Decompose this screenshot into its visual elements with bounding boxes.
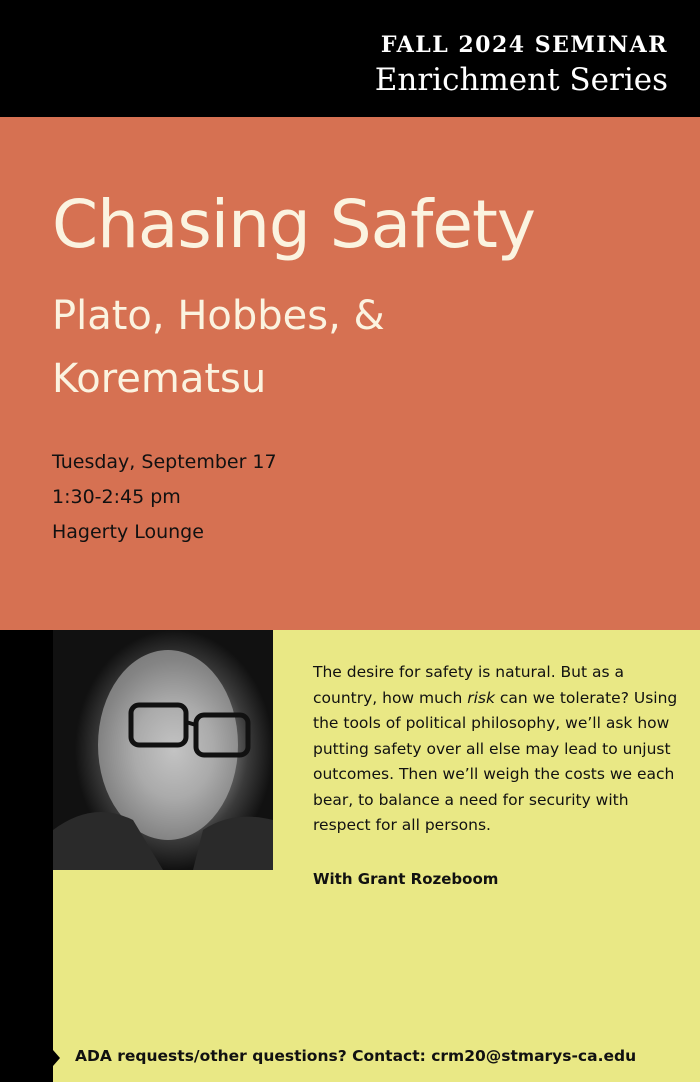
event-details	[52, 445, 277, 550]
presenter: With Grant Rozeboom	[313, 870, 499, 888]
hero-band	[0, 117, 700, 630]
event-time: 1:30-2:45 pm	[52, 486, 181, 508]
description-emphasis: risk	[467, 688, 495, 707]
series-title: Enrichment Series	[374, 62, 668, 98]
description-text-cont: can we tolerate? Using the tools of political philosophy, we’ll ask how putting safety over all else may lead to unjust outcomes. Then we’ll weigh the costs we each bear, to balance a need for security with respect for all persons.	[313, 688, 678, 834]
header-band	[0, 0, 700, 117]
contact-footer: ADA requests/other questions? Contact: crm20@stmarys-ca.edu	[75, 1047, 637, 1065]
event-subtitle: Plato, Hobbes, & Korematsu	[52, 293, 385, 402]
event-date: Tuesday, September 17	[52, 451, 277, 473]
seminar-kicker: FALL 2024 SEMINAR	[380, 32, 668, 58]
left-accent-bar	[0, 630, 53, 1082]
portrait-photo	[53, 630, 273, 870]
event-title: Chasing Safety	[52, 186, 535, 263]
arrow-notch-icon	[53, 1050, 60, 1066]
event-location: Hagerty Lounge	[52, 521, 204, 543]
description-text: The desire for safety is natural. But as a country, how much	[313, 663, 625, 707]
event-description	[313, 660, 678, 839]
